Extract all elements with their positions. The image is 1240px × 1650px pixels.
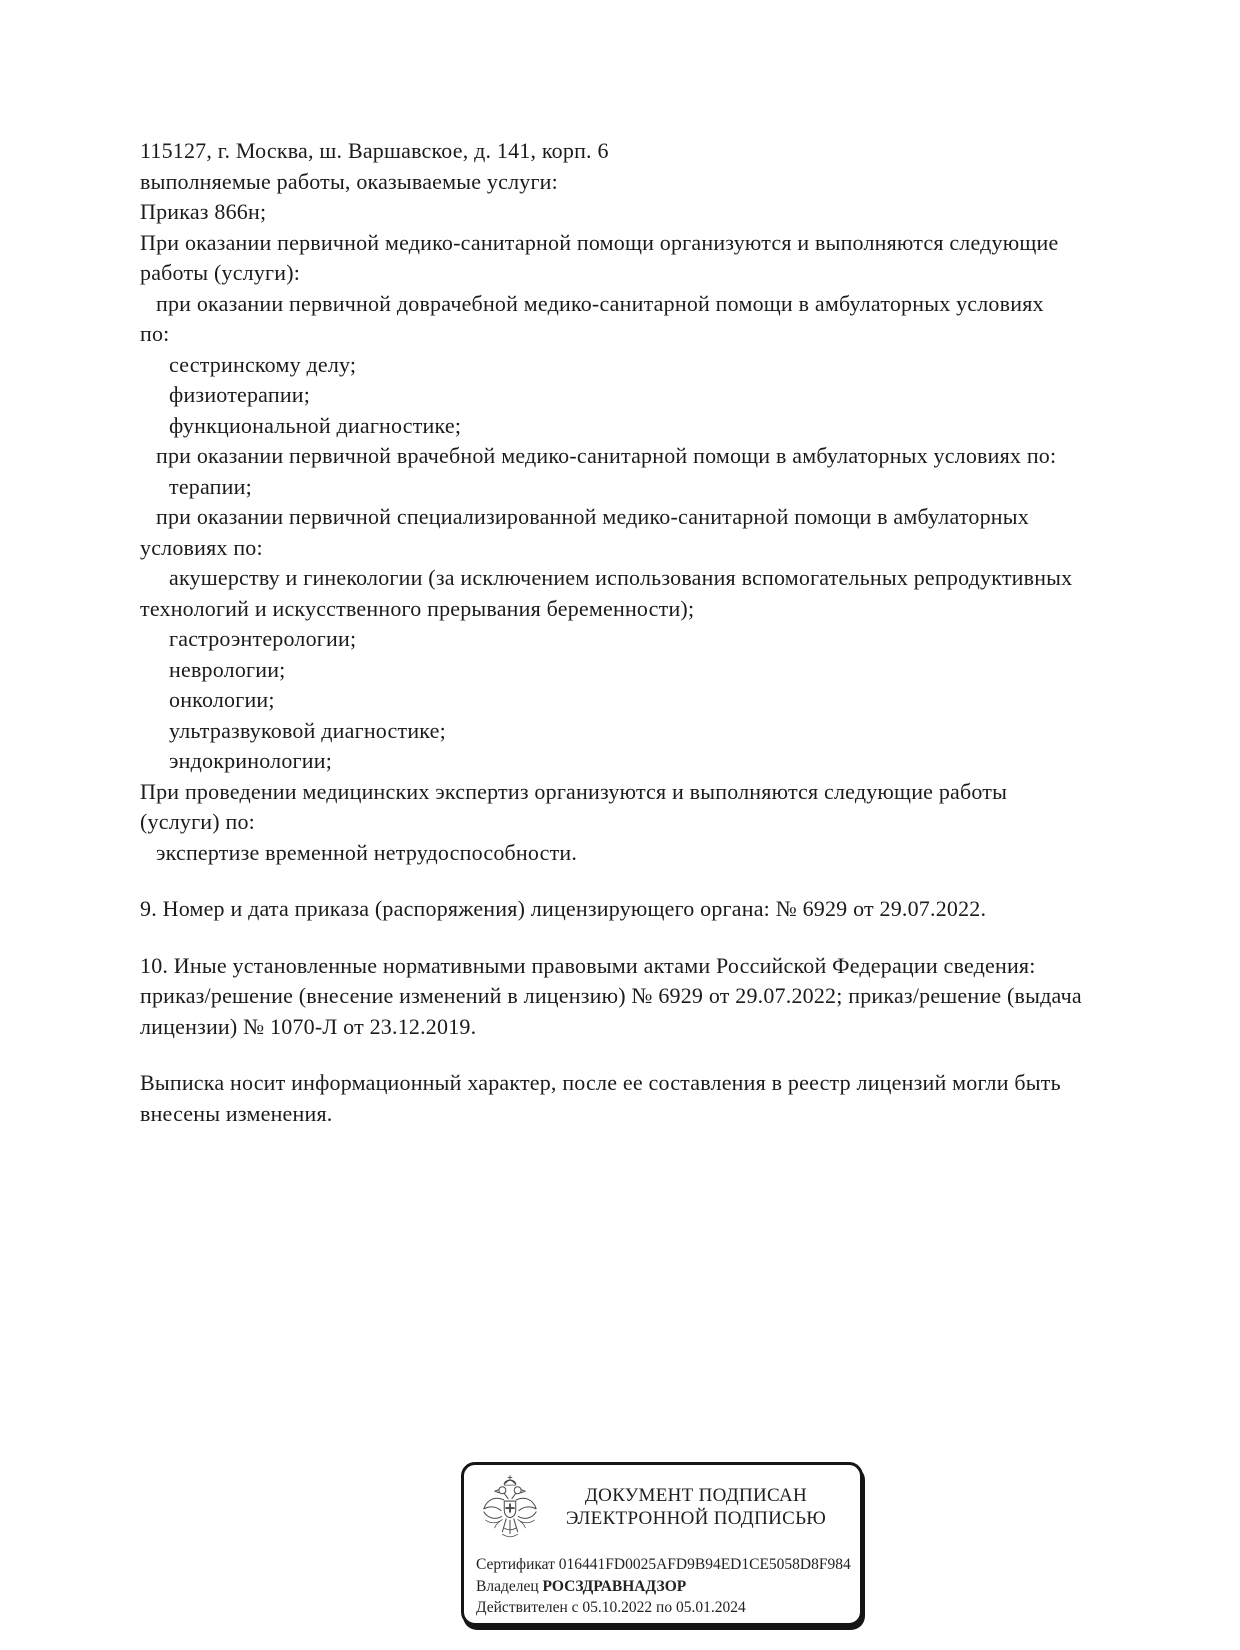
stamp-title-line2: ЭЛЕКТРОННОЙ ПОДПИСЬЮ (565, 1508, 827, 1529)
document-line: 10. Иные установленные нормативными правовыми актами Российской Федерации сведения: (140, 952, 1036, 978)
document-line: ультразвуковой диагностике; (169, 717, 446, 743)
stamp-header (464, 1465, 860, 1552)
document-line: условиях по: (140, 534, 263, 560)
document-line: онкологии; (169, 687, 275, 712)
document-line: неврологии; (169, 656, 286, 682)
document-line: (услуги) по: (140, 809, 255, 834)
roszdravnadzor-eagle-emblem-icon (478, 1473, 542, 1552)
document-line: выполняемые работы, оказываемые услуги: (140, 168, 558, 194)
document-line: 115127, г. Москва, ш. Варшавское, д. 141, корп. 6 (140, 138, 609, 163)
validity-line: Действителен с 05.10.2022 по 05.01.2024 (476, 1599, 746, 1616)
document-line: внесены изменения. (140, 1100, 333, 1126)
document-line: по: (140, 321, 170, 346)
owner-value: РОСЗДРАВНАДЗОР (542, 1577, 687, 1595)
document-line: лицензии) № 1070-Л от 23.12.2019. (140, 1013, 477, 1039)
document-line: технологий и искусственного прерывания беременности); (140, 595, 695, 621)
document-line: при оказании первичной врачебной медико-санитарной помощи в амбулаторных условиях по: (156, 443, 1057, 468)
stamp-title-line1: ДОКУМЕНТ ПОДПИСАН (584, 1485, 808, 1506)
owner-label: Владелец (476, 1577, 539, 1595)
stamp-details (464, 1552, 860, 1619)
owner-line (476, 1576, 850, 1598)
certificate-value: 016441FD0025AFD9B94ED1CE5058D8F984 (558, 1556, 851, 1573)
certificate-label: Сертификат (476, 1556, 555, 1573)
document-line: при оказании первичной доврачебной медико-санитарной помощи в амбулаторных условиях (156, 290, 1044, 316)
stamp-title (542, 1473, 850, 1530)
document-line: При оказании первичной медико-санитарной помощи организуются и выполняются следующие (140, 229, 1059, 255)
document-line: Приказ 866н; (140, 199, 267, 224)
document-line: физиотерапии; (169, 382, 311, 407)
document-line: При проведении медицинских экспертиз организуются и выполняются следующие работы (140, 778, 1008, 804)
document-line: Выписка носит информационный характер, после ее составления в реестр лицензий могли быть (140, 1070, 1061, 1095)
document-line: экспертизе временной нетрудоспособности. (156, 839, 578, 865)
document-line: эндокринологии; (169, 748, 333, 773)
document-line: гастроэнтерологии; (169, 626, 357, 651)
document-line: функциональной диагностике; (169, 412, 462, 438)
certificate-line (476, 1554, 850, 1576)
license-extract-text (140, 136, 1150, 1129)
document-line: работы (услуги): (140, 260, 301, 285)
document-line: приказ/решение (внесение изменений в лицензию) № 6929 от 29.07.2022; приказ/решение (выдача (140, 983, 1082, 1008)
document-line: сестринскому делу; (169, 351, 357, 377)
document-line: при оказании первичной специализированной медико-санитарной помощи в амбулаторных (156, 504, 1029, 529)
document-line: терапии; (169, 473, 252, 499)
document-line: акушерству и гинекологии (за исключением использования вспомогательных репродуктивных (169, 565, 1073, 590)
document-line: 9. Номер и дата приказа (распоряжения) лицензирующего органа: № 6929 от 29.07.2022. (140, 896, 987, 921)
esignature-stamp (461, 1462, 863, 1626)
